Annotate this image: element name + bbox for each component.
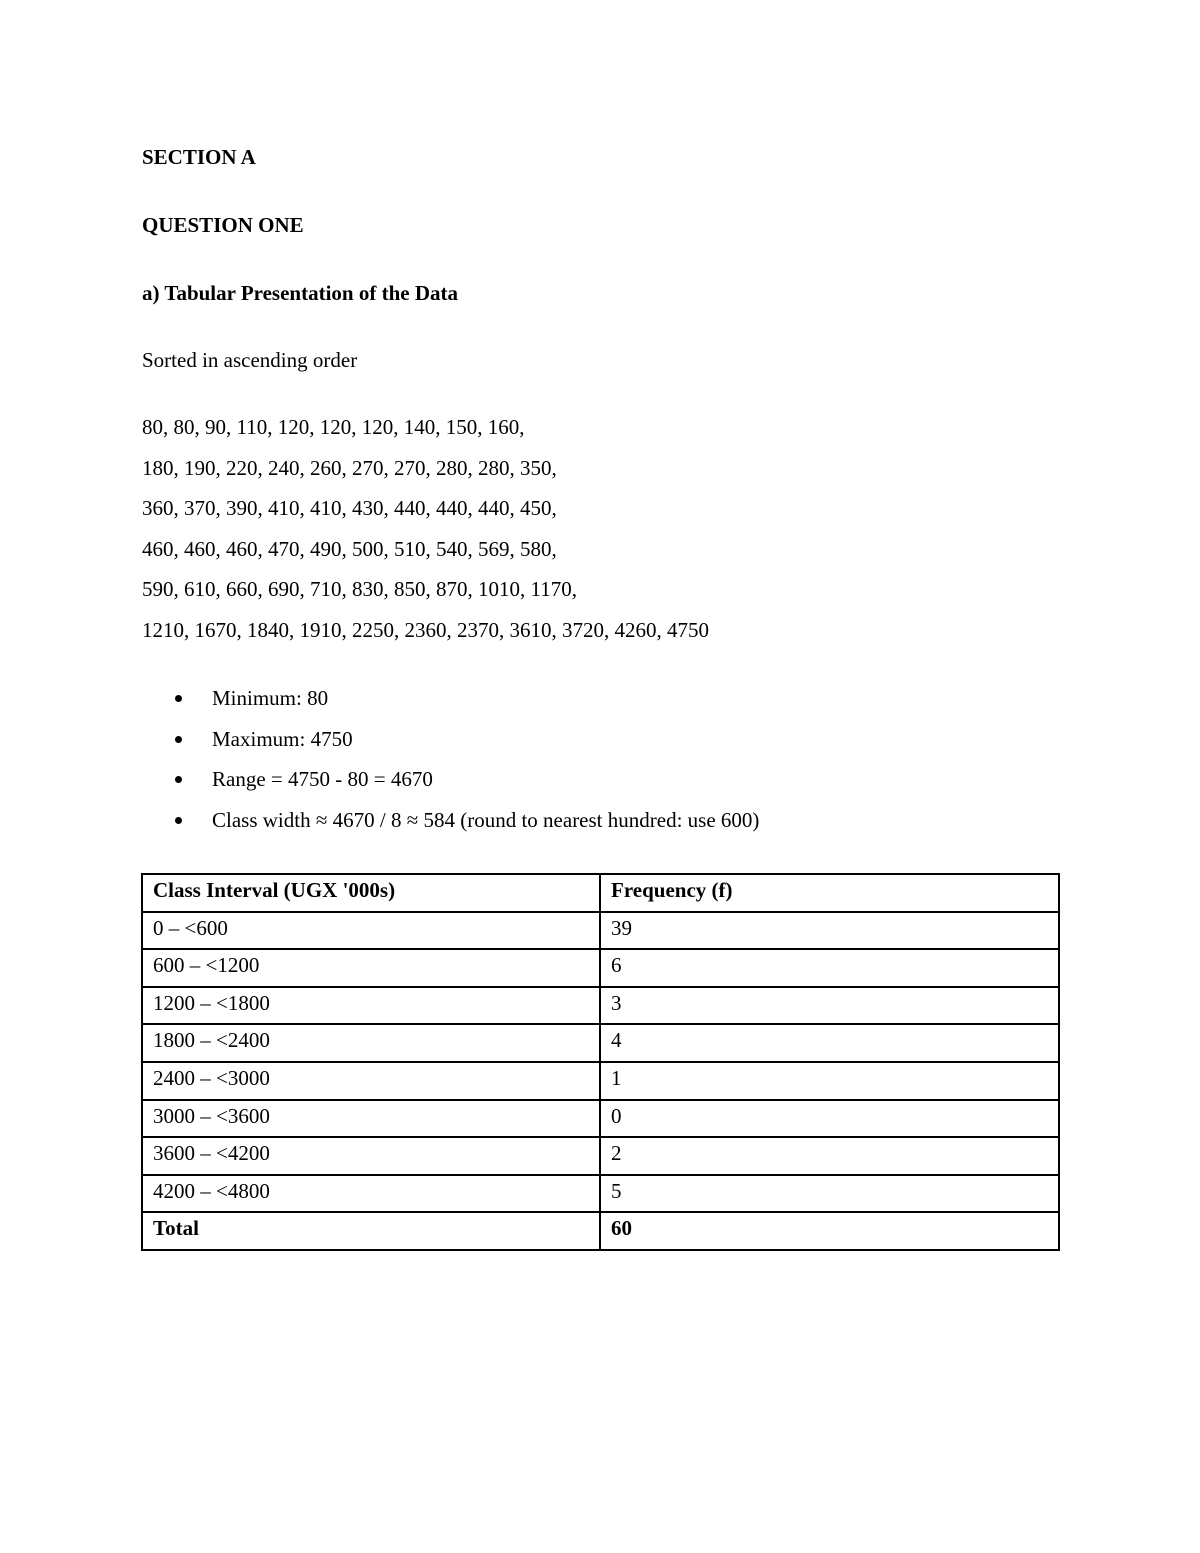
sorted-label: Sorted in ascending order	[142, 348, 358, 372]
cell-class-interval: 3600 – <4200	[142, 1137, 600, 1175]
bullet-icon	[175, 817, 182, 824]
stat-text: Maximum: 4750	[212, 726, 353, 751]
cell-frequency: 5	[600, 1175, 1059, 1213]
header-class-interval: Class Interval (UGX '000s)	[142, 874, 600, 912]
table-row	[142, 1137, 1059, 1175]
cell-frequency: 1	[600, 1062, 1059, 1100]
cell-class-interval: 1800 – <2400	[142, 1024, 600, 1062]
stat-item-maximum	[142, 726, 759, 767]
bullet-icon	[175, 736, 182, 743]
table-row	[142, 987, 1059, 1025]
cell-class-interval: 600 – <1200	[142, 949, 600, 987]
data-line: 1210, 1670, 1840, 1910, 2250, 2360, 2370, 3610, 3720, 4260, 4750	[142, 617, 709, 642]
stat-item-class-width	[142, 807, 759, 848]
cell-frequency: 6	[600, 949, 1059, 987]
table-row	[142, 1062, 1059, 1100]
cell-frequency: 2	[600, 1137, 1059, 1175]
frequency-table	[141, 873, 1060, 1251]
cell-total-label: Total	[142, 1212, 600, 1250]
cell-frequency: 3	[600, 987, 1059, 1025]
bullet-icon	[175, 776, 182, 783]
cell-class-interval: 2400 – <3000	[142, 1062, 600, 1100]
data-line: 180, 190, 220, 240, 260, 270, 270, 280, 280, 350,	[142, 455, 557, 480]
stat-item-range	[142, 766, 759, 807]
question-title: QUESTION ONE	[142, 213, 304, 237]
header-frequency: Frequency (f)	[600, 874, 1059, 912]
table-header-row	[142, 874, 1059, 912]
stat-text: Minimum: 80	[212, 686, 329, 710]
stats-list	[142, 685, 759, 847]
subheading: a) Tabular Presentation of the Data	[142, 281, 458, 305]
stat-item-minimum	[142, 685, 759, 726]
data-line: 590, 610, 660, 690, 710, 830, 850, 870, 1010, 1170,	[142, 577, 577, 602]
cell-class-interval: 0 – <600	[142, 912, 600, 950]
table-row	[142, 949, 1059, 987]
cell-frequency: 4	[600, 1024, 1059, 1062]
cell-class-interval: 3000 – <3600	[142, 1100, 600, 1138]
stat-text: Range = 4750 - 80 = 4670	[212, 767, 433, 792]
cell-class-interval: 4200 – <4800	[142, 1175, 600, 1213]
table-row	[142, 1175, 1059, 1213]
cell-total-value: 60	[600, 1212, 1059, 1250]
table-row	[142, 1100, 1059, 1138]
data-line: 360, 370, 390, 410, 410, 430, 440, 440, 440, 450,	[142, 496, 557, 521]
data-line: 80, 80, 90, 110, 120, 120, 120, 140, 150, 160,	[142, 415, 525, 439]
cell-frequency: 39	[600, 912, 1059, 950]
table-row	[142, 912, 1059, 950]
table-row	[142, 1024, 1059, 1062]
cell-class-interval: 1200 – <1800	[142, 987, 600, 1025]
bullet-icon	[175, 695, 182, 702]
cell-frequency: 0	[600, 1100, 1059, 1138]
table-total-row	[142, 1212, 1059, 1250]
section-title: SECTION A	[142, 145, 256, 169]
sorted-data-list	[142, 414, 709, 658]
stat-text: Class width ≈ 4670 / 8 ≈ 584 (round to nearest hundred: use 600)	[212, 807, 760, 832]
data-line: 460, 460, 460, 470, 490, 500, 510, 540, 569, 580,	[142, 536, 557, 561]
